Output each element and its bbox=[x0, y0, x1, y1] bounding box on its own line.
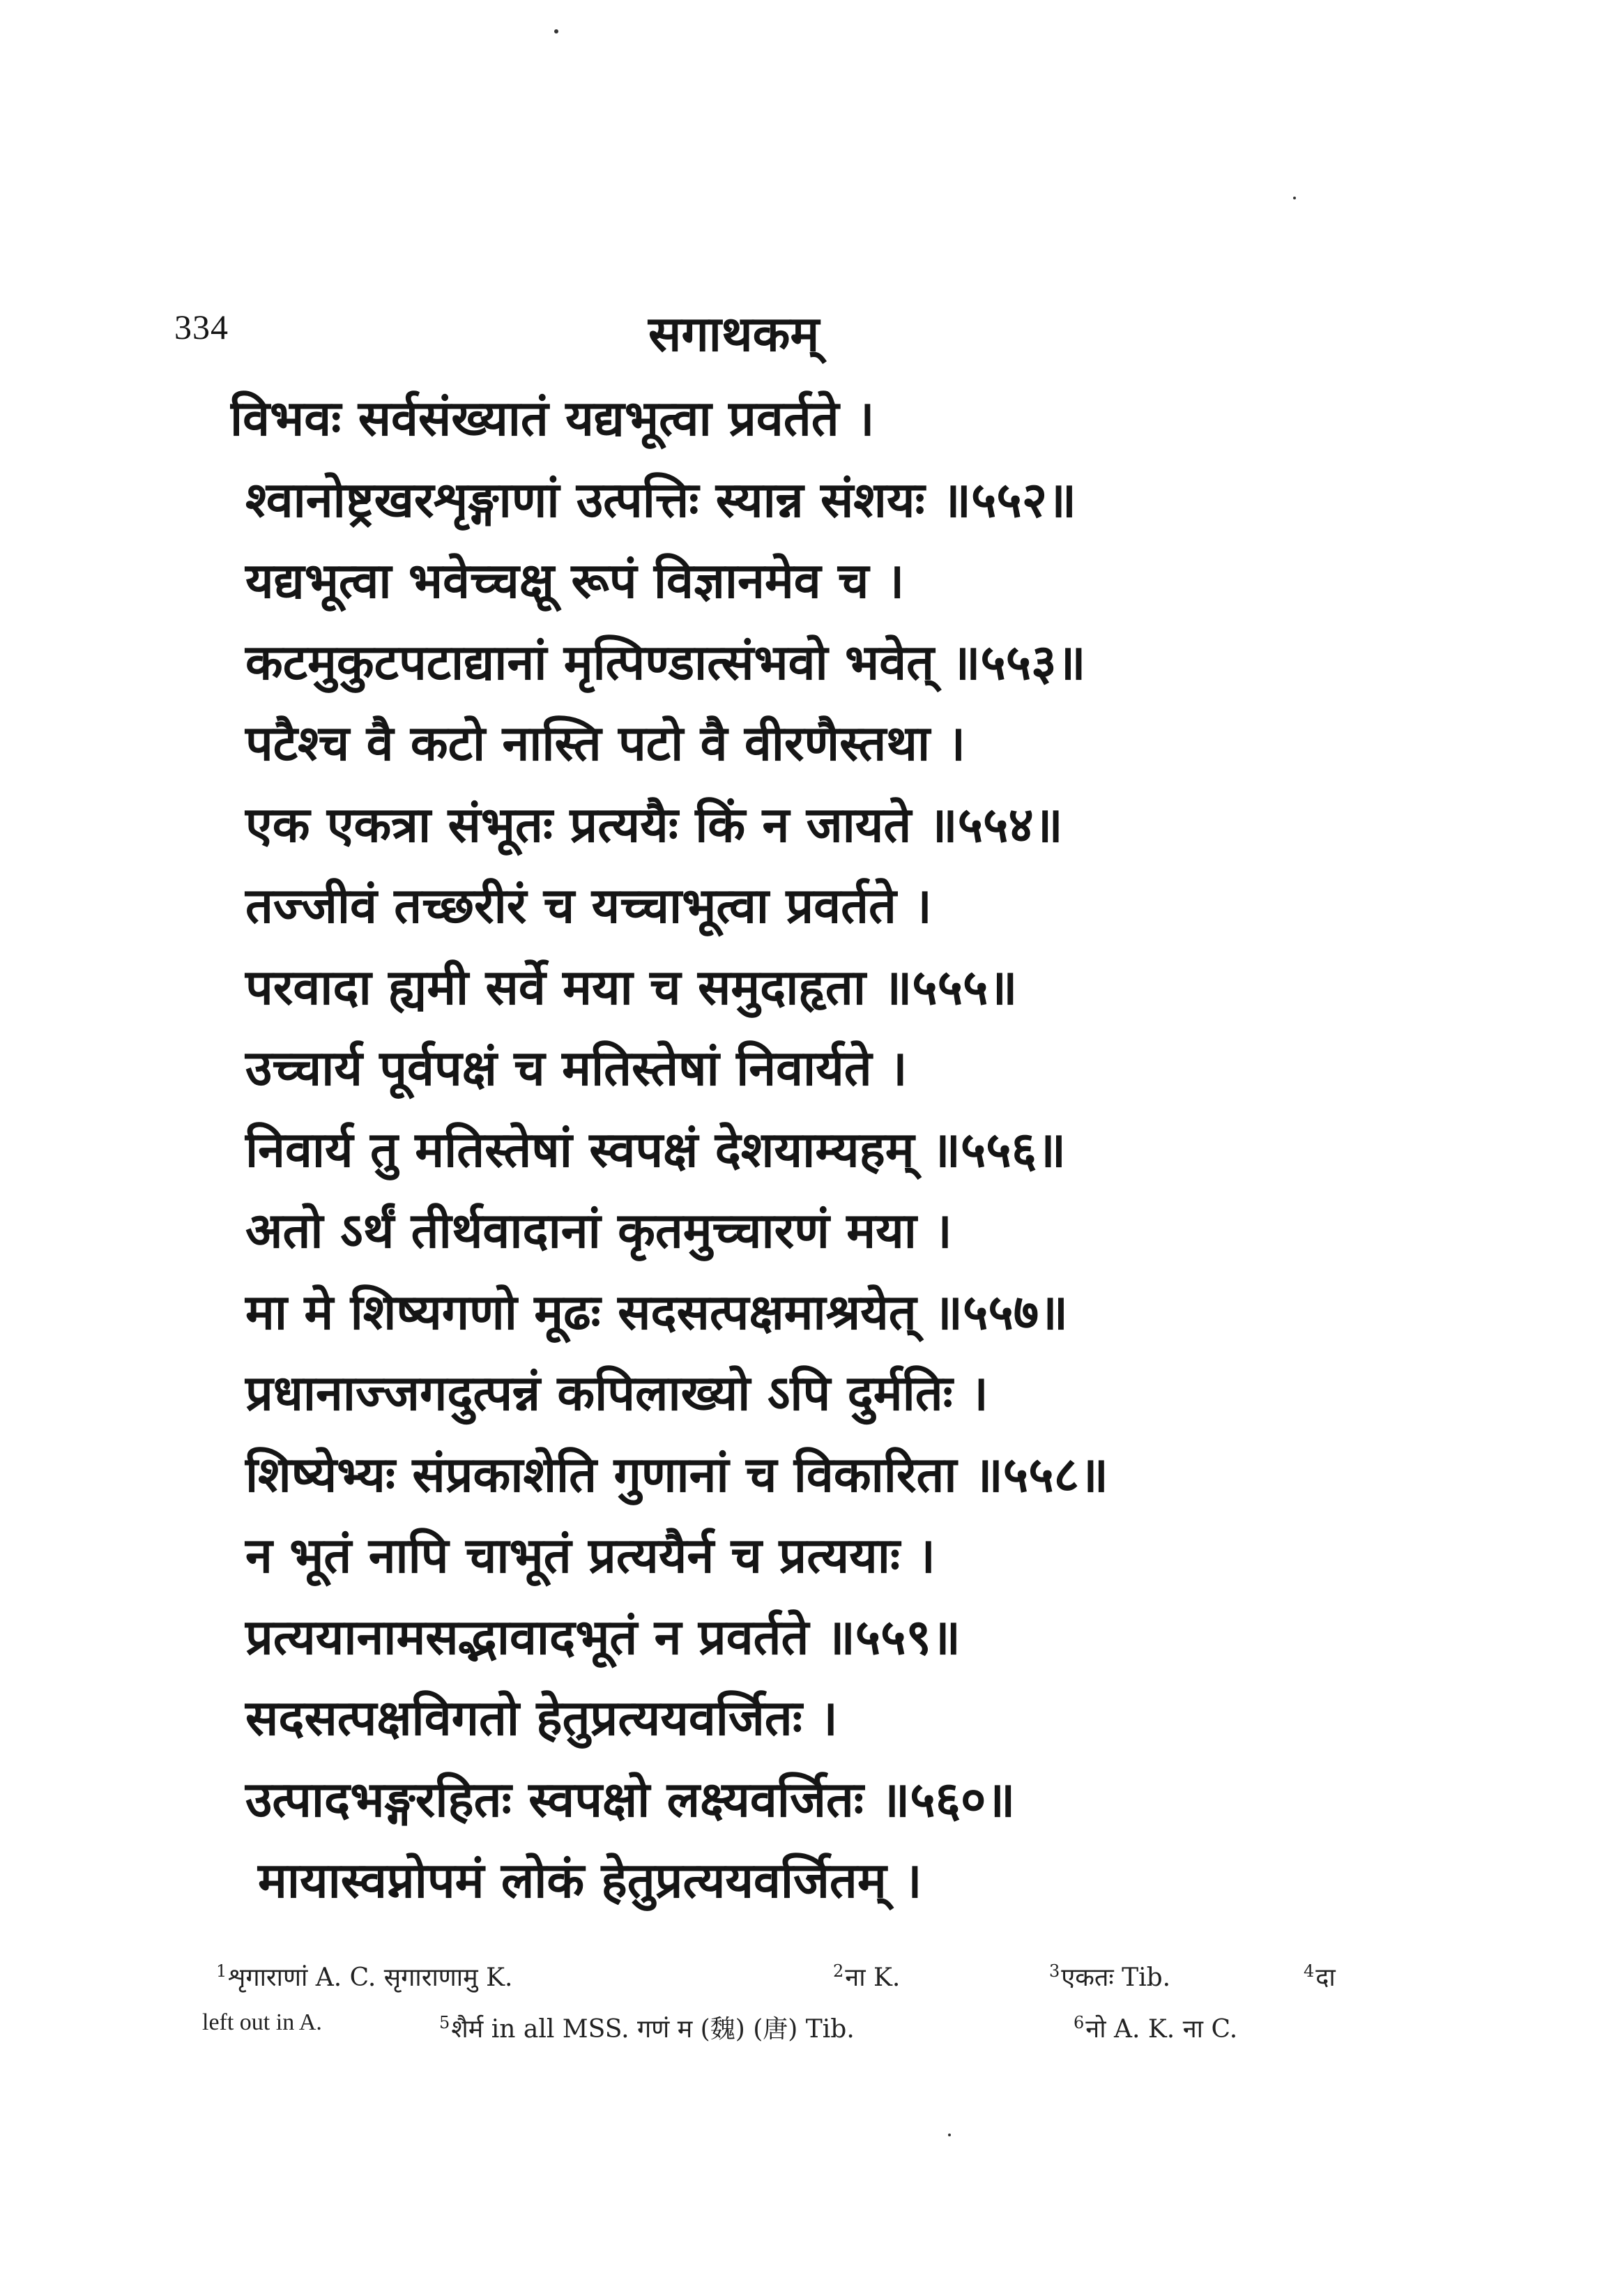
verse-line: उच्चार्य पूर्वपक्षं च मतिस्तेषां निवार्यते । bbox=[245, 1039, 908, 1097]
verse-line: एक एकत्रा संभूतः प्रत्ययैः किं न जायते ॥५५४॥ bbox=[245, 795, 1063, 853]
footnote-3: $^3$एकतः Tib. bbox=[1049, 1961, 1171, 1992]
footnote-6: $^6$नो A. K. ना C. bbox=[1074, 2013, 1238, 2044]
verse-line: विभवः सर्वसंख्यातं यद्यभूत्वा प्रवर्तते । bbox=[230, 389, 875, 447]
verse-line: परवादा ह्यमी सर्वे मया च समुदाहृता ॥५५५॥ bbox=[245, 957, 1018, 1016]
verse-line: सदसत्पक्षविगतो हेतुप्रत्ययवर्जितः । bbox=[245, 1689, 838, 1747]
page-number: 334 bbox=[174, 307, 229, 347]
verse-line: उत्पादभङ्गरहितः स्वपक्षो लक्ष्यवर्जितः ॥५६०॥ bbox=[245, 1770, 1016, 1828]
footnote-5: $^5$शैर्म in all MSS. गणं म (魏) (唐) Tib. bbox=[439, 2013, 855, 2044]
footnote-4: $^4$दा bbox=[1304, 1961, 1336, 1992]
verse-line: प्रत्ययानामसद्भावादभूतं न प्रवर्तते ॥५५९॥ bbox=[245, 1607, 961, 1666]
footnote-2: $^2$ना K. bbox=[833, 1961, 901, 1992]
running-title: सगाथकम् bbox=[648, 305, 820, 363]
footnote-1: $^1$शृगाराणां A. C. सृगाराणामु K. bbox=[216, 1961, 513, 1992]
footnote-row bbox=[202, 1997, 1387, 2048]
verse-line: निवार्य तु मतिस्तेषां स्वपक्षं देशयाम्यहम् ॥५५६॥ bbox=[245, 1120, 1067, 1178]
verse-line: यद्यभूत्वा भवेच्चक्षू रूपं विज्ञानमेव च । bbox=[245, 552, 905, 609]
verse-line: अतो ऽर्थं तीर्थवादानां कृतमुच्चारणं मया । bbox=[245, 1201, 952, 1259]
verse-line: प्रधानाज्जगदुत्पन्नं कपिलाख्यो ऽपि दुर्मतिः । bbox=[245, 1364, 988, 1422]
footnote-row bbox=[202, 1945, 1387, 1997]
verse-line: मायास्वप्नोपमं लोकं हेतुप्रत्ययवर्जितम् । bbox=[258, 1851, 922, 1909]
scan-speck bbox=[1293, 197, 1296, 199]
scan-speck bbox=[948, 2134, 951, 2136]
verse-line: तज्जीवं तच्छरीरं च यच्चाभूत्वा प्रवर्तते । bbox=[245, 876, 932, 934]
verse-line: न भूतं नापि चाभूतं प्रत्ययैर्न च प्रत्ययाः । bbox=[245, 1526, 936, 1584]
scan-speck bbox=[554, 29, 558, 33]
verse-list bbox=[230, 378, 1457, 1922]
verse-line: श्वानोष्ट्रखरशृङ्गाणां उत्पत्तिः स्यान्न संशयः ॥५५२॥ bbox=[245, 470, 1077, 529]
footnotes bbox=[202, 1945, 1387, 2048]
footnote-4-continued: left out in A. bbox=[202, 2009, 322, 2035]
verse-line: शिष्येभ्यः संप्रकाशेति गुणानां च विकारिता ॥५५८॥ bbox=[245, 1445, 1108, 1503]
verse-line: पटैश्च वै कटो नास्ति पटो वै वीरणैस्तथा । bbox=[245, 714, 966, 772]
verse-line: कटमुकुटपटाद्यानां मृत्पिण्डात्संभवो भवेत् ॥५५३॥ bbox=[245, 632, 1086, 691]
verse-line: मा मे शिष्यगणो मूढः सदसत्पक्षमाश्रयेत् ॥५५७॥ bbox=[245, 1282, 1069, 1341]
